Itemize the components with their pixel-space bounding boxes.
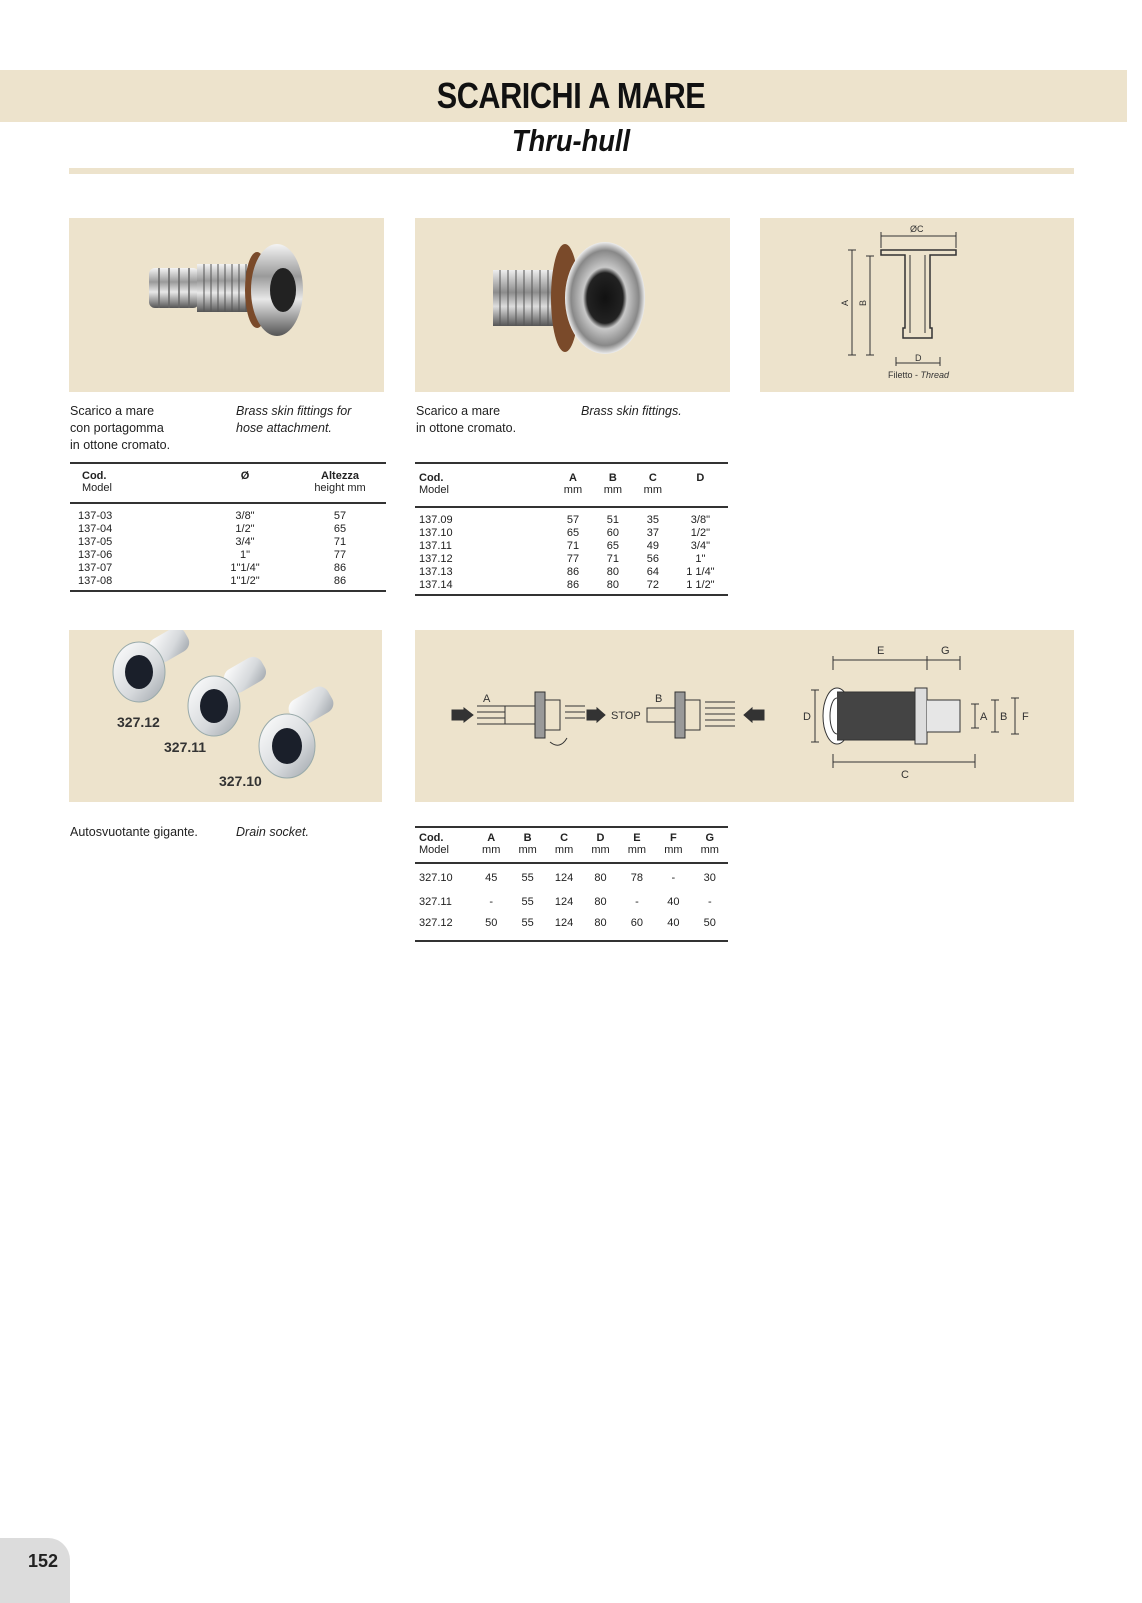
table-row bbox=[70, 549, 386, 562]
product2-description-en bbox=[581, 403, 682, 420]
product1-description-it bbox=[70, 403, 170, 454]
table-cell: 327.12 bbox=[419, 917, 453, 929]
table-cell: 1/2" bbox=[235, 523, 255, 535]
table-cell: 50 bbox=[485, 917, 498, 929]
desc-line: in ottone cromato. bbox=[416, 421, 517, 435]
table-row bbox=[415, 507, 728, 527]
installation-drawing bbox=[415, 630, 1074, 802]
dimension-drawing bbox=[760, 218, 1074, 392]
desc-line: Scarico a mare bbox=[416, 404, 501, 418]
table-cell: - bbox=[671, 872, 676, 884]
product3-description-en: Drain socket. bbox=[236, 825, 309, 839]
table-row bbox=[70, 575, 386, 591]
table-cell: 1"1/2" bbox=[230, 575, 260, 587]
col-header: Cod. Model bbox=[82, 470, 112, 494]
table-cell: 327.11 bbox=[419, 895, 452, 908]
table-cell: 60 bbox=[630, 917, 644, 929]
table-cell: 3/4" bbox=[690, 540, 710, 552]
table-cell: 40 bbox=[667, 917, 680, 929]
desc-line: Brass skin fittings. bbox=[581, 404, 682, 418]
table-cell: 137-03 bbox=[78, 510, 113, 522]
table-cell: 137.09 bbox=[419, 514, 453, 526]
table-cell: 65 bbox=[566, 527, 580, 539]
label-d: D bbox=[915, 353, 922, 363]
col-header: C mm bbox=[643, 472, 662, 496]
col-header: F mm bbox=[664, 832, 683, 856]
product1-spec-table bbox=[70, 462, 386, 592]
table-row bbox=[70, 503, 386, 523]
table-row bbox=[70, 523, 386, 536]
header-rule bbox=[69, 168, 1074, 174]
table-cell: 71 bbox=[333, 536, 347, 548]
table-cell: 55 bbox=[521, 895, 534, 908]
col-header: Ø bbox=[240, 470, 250, 482]
col-header: Cod. Model bbox=[419, 472, 449, 496]
col-header: D bbox=[696, 472, 705, 484]
table-row bbox=[415, 863, 728, 889]
table-cell: 51 bbox=[606, 514, 620, 526]
table-row bbox=[415, 527, 728, 540]
table-cell: 86 bbox=[566, 566, 580, 578]
table-cell: 78 bbox=[630, 872, 644, 884]
desc-line: Scarico a mare bbox=[70, 404, 155, 418]
table-cell: 30 bbox=[703, 872, 716, 884]
label-f: F bbox=[1022, 711, 1029, 723]
table-cell: 1 1/2" bbox=[686, 579, 715, 591]
product-image-drain-socket bbox=[69, 630, 382, 802]
label-a: A bbox=[840, 299, 850, 306]
table-row bbox=[415, 566, 728, 579]
label-oc: ØC bbox=[910, 224, 924, 234]
table-cell: 3/4" bbox=[235, 536, 255, 548]
table-cell: 72 bbox=[646, 579, 659, 591]
page-number: 152 bbox=[28, 1551, 59, 1571]
product3-description-it: Autosvuotante gigante. bbox=[70, 825, 198, 839]
label-b-right: B bbox=[1000, 711, 1008, 723]
product2-description-it bbox=[416, 403, 516, 437]
desc-line: in ottone cromato. bbox=[70, 438, 171, 452]
product3-spec-table bbox=[415, 826, 728, 942]
table-cell: 86 bbox=[566, 579, 580, 591]
table-cell: 56 bbox=[646, 553, 659, 565]
table-cell: 77 bbox=[333, 549, 347, 561]
table-cell: 86 bbox=[333, 575, 347, 587]
table-cell: 64 bbox=[646, 566, 659, 578]
table-cell: 137.11 bbox=[419, 540, 452, 552]
label-327-12: 327.12 bbox=[117, 714, 160, 730]
table-cell: 60 bbox=[606, 527, 620, 539]
label-b-left: B bbox=[655, 693, 663, 705]
label-a-right: A bbox=[980, 711, 988, 723]
col-header: A mm bbox=[563, 472, 583, 496]
col-header: A mm bbox=[482, 832, 501, 856]
table-cell: 124 bbox=[554, 872, 574, 884]
label-c: C bbox=[901, 769, 909, 781]
table-cell: 80 bbox=[594, 872, 607, 884]
table-cell: 50 bbox=[703, 917, 716, 929]
table-row bbox=[415, 915, 728, 941]
col-header: G mm bbox=[700, 832, 719, 856]
table-row bbox=[415, 889, 728, 915]
label-a-left: A bbox=[483, 693, 491, 705]
table-cell: - bbox=[635, 895, 639, 908]
label-b: B bbox=[858, 299, 868, 306]
label-327-10: 327.10 bbox=[219, 773, 262, 789]
label-stop: STOP bbox=[611, 710, 641, 722]
table-cell: 37 bbox=[646, 527, 659, 539]
table-cell: 80 bbox=[594, 895, 607, 908]
page-subtitle: Thru-hull bbox=[511, 123, 631, 158]
col-header: Cod. Model bbox=[419, 832, 449, 856]
table-cell: 137-08 bbox=[78, 575, 113, 587]
table-cell: 45 bbox=[485, 872, 498, 884]
skin-fitting-illustration bbox=[415, 218, 730, 392]
label-327-11: 327.11 bbox=[164, 739, 207, 755]
table-cell: 35 bbox=[646, 514, 659, 526]
table-cell: 137-05 bbox=[78, 536, 113, 548]
table-cell: - bbox=[489, 895, 494, 908]
col-header: C mm bbox=[554, 832, 574, 856]
table-cell: 137-04 bbox=[78, 523, 113, 535]
table-cell: 327.10 bbox=[419, 872, 453, 884]
label-g: G bbox=[941, 645, 950, 657]
table-cell: 65 bbox=[333, 523, 347, 535]
thread-caption: Filetto - Thread bbox=[888, 370, 950, 380]
product-image-skin-fitting bbox=[415, 218, 730, 392]
product1-description-en bbox=[236, 403, 351, 437]
col-header: B mm bbox=[603, 472, 623, 496]
dimension-diagram-skin-fitting bbox=[760, 218, 1074, 392]
col-header: D mm bbox=[591, 832, 610, 856]
table-cell: 86 bbox=[333, 562, 347, 574]
drain-socket-illustration bbox=[69, 630, 382, 802]
table-cell: 137-06 bbox=[78, 549, 113, 561]
table-cell: 137-07 bbox=[78, 562, 113, 574]
table-cell: 40 bbox=[667, 895, 680, 908]
table-row bbox=[70, 562, 386, 575]
table-cell: 80 bbox=[606, 566, 620, 578]
table-cell: 137.14 bbox=[419, 579, 453, 591]
col-header: E mm bbox=[627, 832, 647, 856]
table-cell: 71 bbox=[566, 540, 580, 552]
table-row bbox=[415, 579, 728, 595]
table-cell: 77 bbox=[566, 553, 580, 565]
hose-fitting-illustration bbox=[69, 218, 384, 392]
col-header: B mm bbox=[518, 832, 537, 856]
table-cell: 1"1/4" bbox=[230, 562, 260, 574]
table-row bbox=[415, 553, 728, 566]
product-image-hose-fitting bbox=[69, 218, 384, 392]
table-cell: 137.12 bbox=[419, 553, 453, 565]
col-header: Altezza height mm bbox=[314, 470, 366, 494]
desc-line: hose attachment. bbox=[236, 421, 332, 435]
table-cell: 3/8" bbox=[690, 514, 710, 526]
label-e: E bbox=[877, 645, 885, 657]
table-cell: 55 bbox=[521, 917, 534, 929]
table-cell: 55 bbox=[521, 872, 534, 884]
table-cell: 65 bbox=[606, 540, 620, 552]
desc-line: Brass skin fittings for bbox=[236, 404, 352, 418]
page-title: SCARICHI A MARE bbox=[436, 75, 706, 116]
table-cell: 1 1/4" bbox=[686, 566, 715, 578]
table-cell: 124 bbox=[554, 895, 574, 908]
table-cell: 1" bbox=[695, 553, 706, 565]
table-cell: 57 bbox=[333, 510, 347, 522]
table-cell: 137.13 bbox=[419, 566, 453, 578]
table-row bbox=[70, 536, 386, 549]
label-d: D bbox=[803, 711, 811, 723]
installation-diagram-drain-socket bbox=[415, 630, 1074, 802]
table-cell: 80 bbox=[606, 579, 620, 591]
table-cell: 80 bbox=[594, 917, 607, 929]
table-cell: 1/2" bbox=[690, 527, 710, 539]
desc-line: con portagomma bbox=[70, 421, 164, 435]
table-cell: 57 bbox=[566, 514, 580, 526]
table-cell: 71 bbox=[606, 553, 620, 565]
table-row bbox=[415, 540, 728, 553]
table-cell: 1" bbox=[239, 549, 251, 561]
table-cell: 124 bbox=[554, 917, 574, 929]
table-cell: 49 bbox=[646, 540, 659, 552]
table-cell: 137.10 bbox=[419, 527, 453, 539]
product2-spec-table bbox=[415, 462, 728, 596]
table-cell: 3/8" bbox=[235, 510, 255, 522]
table-cell: - bbox=[707, 895, 712, 908]
